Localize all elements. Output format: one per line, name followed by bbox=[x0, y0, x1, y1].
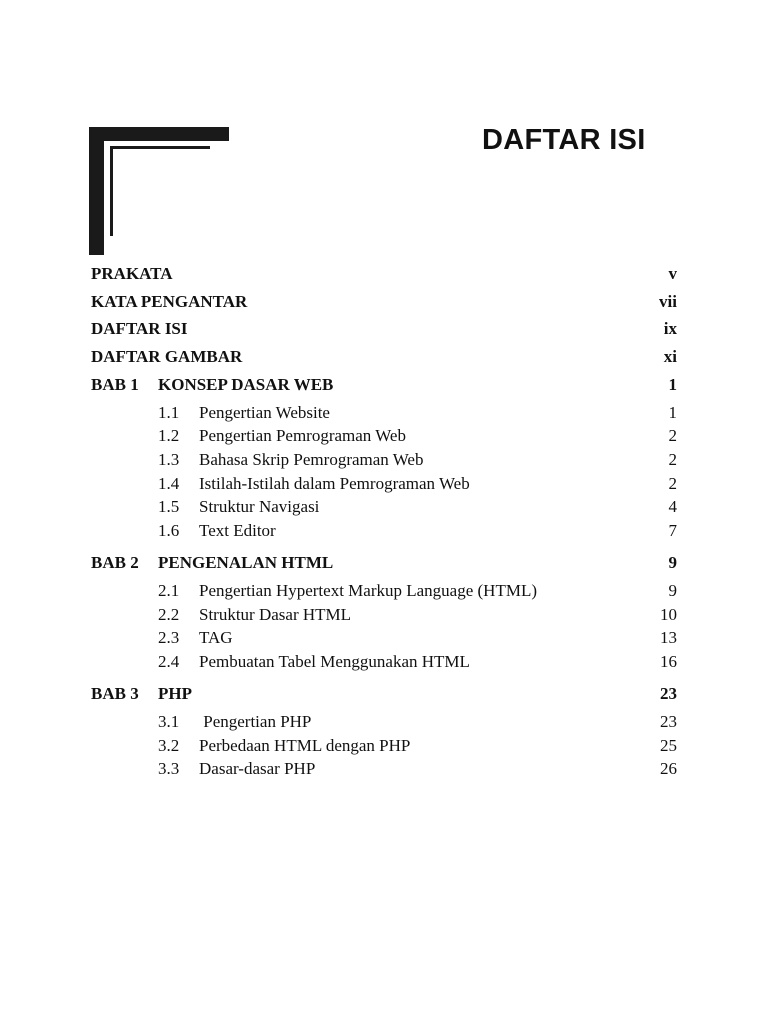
entry-label: DAFTAR ISI bbox=[91, 319, 188, 338]
section-page: 16 bbox=[660, 652, 677, 671]
chapter-number: BAB 1 bbox=[91, 375, 139, 394]
chapter-page: 9 bbox=[668, 553, 677, 572]
entry-page: v bbox=[668, 264, 677, 283]
section-label: Bahasa Skrip Pemrograman Web bbox=[199, 450, 424, 469]
section-label: Struktur Dasar HTML bbox=[199, 605, 352, 624]
chapter-title: KONSEP DASAR WEB bbox=[158, 375, 334, 394]
entry-page: vii bbox=[659, 292, 677, 311]
section-label: Pengertian PHP bbox=[199, 712, 312, 731]
section-label: TAG bbox=[199, 628, 233, 647]
chapter-page: 1 bbox=[668, 375, 677, 394]
section-page: 10 bbox=[660, 605, 677, 624]
section-label: Pengertian Pemrograman Web bbox=[199, 426, 406, 445]
section-label: Struktur Navigasi bbox=[199, 497, 320, 516]
section-label: Pengertian Website bbox=[199, 403, 330, 422]
section-label: Perbedaan HTML dengan PHP bbox=[199, 736, 411, 755]
section-page: 7 bbox=[668, 521, 677, 540]
section-number: 1.1 bbox=[158, 403, 180, 422]
section-page: 9 bbox=[668, 581, 677, 600]
chapter-page: 23 bbox=[660, 684, 677, 703]
section-page: 23 bbox=[660, 712, 677, 731]
chapter-number: BAB 2 bbox=[91, 553, 139, 572]
section-page: 2 bbox=[668, 474, 677, 493]
section-label: Text Editor bbox=[199, 521, 276, 540]
section-label: Pembuatan Tabel Menggunakan HTML bbox=[199, 652, 470, 671]
section-number: 3.3 bbox=[158, 759, 180, 778]
section-number: 1.6 bbox=[158, 521, 180, 540]
chapter-title: PENGENALAN HTML bbox=[158, 553, 334, 572]
section-page: 4 bbox=[668, 497, 677, 516]
section-number: 1.2 bbox=[158, 426, 180, 445]
section-number: 1.3 bbox=[158, 450, 180, 469]
section-number: 2.3 bbox=[158, 628, 180, 647]
section-number: 2.2 bbox=[158, 605, 180, 624]
section-label: Dasar-dasar PHP bbox=[199, 759, 316, 778]
section-number: 2.4 bbox=[158, 652, 180, 671]
section-page: 2 bbox=[668, 450, 677, 469]
page-title: DAFTAR ISI bbox=[482, 124, 646, 156]
section-number: 1.5 bbox=[158, 497, 180, 516]
entry-page: xi bbox=[663, 347, 677, 366]
section-label: Istilah-Istilah dalam Pemrograman Web bbox=[199, 474, 470, 493]
section-page: 1 bbox=[668, 403, 677, 422]
section-page: 26 bbox=[660, 759, 677, 778]
section-page: 25 bbox=[660, 736, 677, 755]
entry-label: DAFTAR GAMBAR bbox=[91, 347, 243, 366]
entry-page: ix bbox=[663, 319, 677, 338]
chapter-number: BAB 3 bbox=[91, 684, 139, 703]
entry-label: KATA PENGANTAR bbox=[91, 292, 248, 311]
section-number: 3.2 bbox=[158, 736, 180, 755]
section-label: Pengertian Hypertext Markup Language (HTML) bbox=[199, 581, 537, 600]
chapter-title: PHP bbox=[158, 684, 192, 703]
entry-label: PRAKATA bbox=[91, 264, 173, 283]
section-number: 1.4 bbox=[158, 474, 180, 493]
section-page: 2 bbox=[668, 426, 677, 445]
section-page: 13 bbox=[660, 628, 677, 647]
section-number: 2.1 bbox=[158, 581, 180, 600]
section-number: 3.1 bbox=[158, 712, 180, 731]
